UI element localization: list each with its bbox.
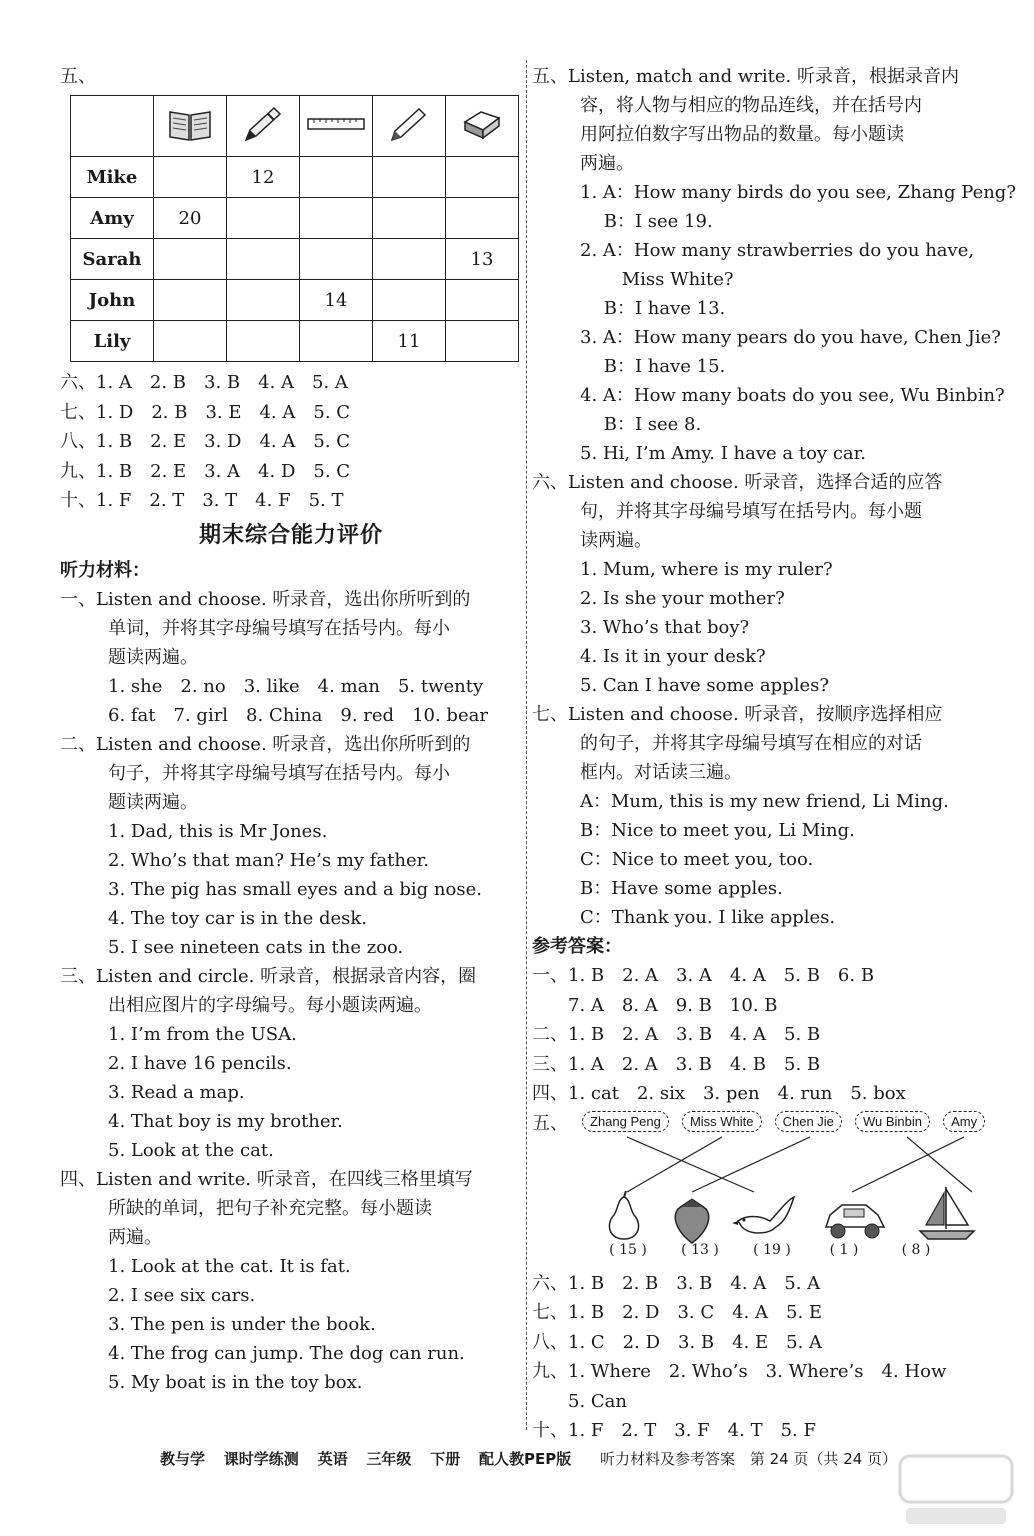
answer-key-label: 参考答案： (532, 936, 622, 957)
boat-icon (916, 1185, 978, 1247)
list-item: 3. Who’s that boy? (580, 617, 750, 638)
list-item: 6. fat 7. girl 8. China 9. red 10. bear (108, 704, 488, 726)
count-label: ( 1 ) (829, 1241, 859, 1258)
footer-grade: 三年级 (366, 1450, 412, 1468)
table-row: John 14 (71, 280, 519, 321)
footer-desc: 听力材料及参考答案 (600, 1450, 736, 1468)
name-pill: Miss White (682, 1111, 762, 1132)
left-column (60, 62, 522, 1397)
question-3: 三、Listen and circle. 听录音，根据录音内容，圈 出相应图片的字母编号。每小题读两遍。 1. I’m from the USA. 2. I have 16 pencils. 3. Read a map. 4. That boy is my brother. 5. Look at the cat. (60, 962, 522, 1165)
answer-line: 5. Can (532, 1390, 627, 1412)
section-title: 期末综合能力评价 (198, 522, 383, 548)
list-item: 5. Can I have some apples? (580, 675, 830, 696)
list-item: 4. The toy car is in the desk. (108, 907, 367, 929)
answer-line: 三、1. A 2. A 3. B 4. B 5. B (532, 1053, 821, 1075)
answer-table (70, 95, 519, 362)
answer-line: 七、1. D 2. B 3. E 4. A 5. C (60, 401, 351, 423)
answer-list-right-b (532, 1269, 1002, 1446)
list-item: B：Nice to meet you, Li Ming. (580, 820, 855, 841)
pencil-icon (373, 96, 446, 157)
list-item: 1. Mum, where is my ruler? (580, 559, 833, 580)
footer-page: 第 24 页（共 24 页） (749, 1450, 898, 1468)
question-7: 七、Listen and choose. 听录音，按顺序选择相应 的句子，并将其字母编号填写在相应的对话 框内。对话读三遍。 A：Mum, this is my new friend, Li Ming. B：Nice to meet you, Li Ming. C：Nice to meet you, too. B：Have some apples. C：Thank you. I like apples. (532, 700, 1002, 932)
list-item: Miss White? (580, 269, 734, 290)
answer-line: 一、1. B 2. A 3. A 4. A 5. B 6. B (532, 965, 875, 986)
name-pill: Chen Jie (775, 1111, 842, 1132)
answer-line: 十、1. F 2. T 3. T 4. F 5. T (60, 490, 344, 511)
question-1: 一、Listen and choose. 听录音，选出你所听到的 单词，并将其字母编号填写在括号内。每小 题读两遍。 1. she 2. no 3. like 4. man 5. twenty 6. fat 7. girl 8. China 9. red 10. bear (60, 585, 522, 730)
list-item: 5. I see nineteen cats in the zoo. (108, 936, 404, 958)
answer-line: 八、1. B 2. E 3. D 4. A 5. C (60, 431, 351, 452)
section-5-label: 五、 (60, 66, 96, 87)
list-item: 5. My boat is in the toy box. (108, 1371, 363, 1393)
list-item: 4. A：How many boats do you see, Wu Binbin? (580, 385, 1005, 406)
table-row: Mike 12 (71, 157, 519, 198)
ruler-icon (300, 96, 373, 157)
table-row: Sarah 13 (71, 239, 519, 280)
name-pill: Wu Binbin (855, 1111, 930, 1132)
page-footer (160, 1448, 897, 1469)
list-item: 1. Dad, this is Mr Jones. (108, 820, 328, 842)
answer-list-right-a (532, 961, 1002, 1109)
list-item: 3. The pen is under the book. (108, 1313, 376, 1335)
count-label: ( 8 ) (901, 1241, 931, 1258)
name-pill: Zhang Peng (582, 1111, 669, 1132)
question-2: 二、Listen and choose. 听录音，选出你所听到的 句子，并将其字母编号填写在括号内。每小 题读两遍。 1. Dad, this is Mr Jones. 2. Who’s that man? He’s my father. 3. The pig has small eyes and a big nose. 4. The toy car is in the desk. 5. I see nineteen cats in the zoo. (60, 730, 522, 962)
answer-line: 7. A 8. A 9. B 10. B (532, 994, 778, 1016)
question-5: 五、Listen, match and write. 听录音，根据录音内 容，将人物与相应的物品连线，并在括号内 用阿拉伯数字写出物品的数量。每小题读 两遍。 1. A：How many birds do you see, Zhang Peng? B：I see 19. 2. A：How many strawberries do you have, Miss White? B：I have 13. 3. A：How many pears do you have, Chen Jie? B：I have 15. 4. A：How many boats do you see, Wu Binbin? B：I see 8. 5. Hi, I’m Amy. I have a toy car. (532, 62, 1002, 468)
name-pill: Amy (943, 1111, 985, 1132)
list-item: 5. Look at the cat. (108, 1139, 274, 1161)
watermark-logo-icon (896, 1450, 1016, 1530)
list-item: 2. I have 16 pencils. (108, 1052, 292, 1074)
question-6: 六、Listen and choose. 听录音，选择合适的应答 句，并将其字母编号填写在括号内。每小题 读两遍。 1. Mum, where is my ruler? 2. Is she your mother? 3. Who’s that boy? 4. Is it in your desk? 5. Can I have some apples? (532, 468, 1002, 700)
list-item: 3. The pig has small eyes and a big nose. (108, 878, 482, 900)
answer-line: 八、1. C 2. D 3. B 4. E 5. A (532, 1331, 823, 1353)
count-label: ( 15 ) (609, 1241, 647, 1258)
right-column (532, 62, 1016, 1446)
list-item: 4. That boy is my brother. (108, 1110, 343, 1132)
count-label: ( 13 ) (681, 1241, 719, 1258)
list-item: B：I see 8. (580, 414, 702, 435)
list-item: 1. she 2. no 3. like 4. man 5. twenty (108, 675, 484, 697)
footer-book: 课时学练测 (223, 1450, 299, 1468)
list-item: 1. I’m from the USA. (108, 1023, 297, 1045)
list-item: 3. A：How many pears do you have, Chen Jie? (580, 327, 1001, 348)
table-header-row (71, 96, 519, 157)
answer-line: 四、1. cat 2. six 3. pen 4. run 5. box (532, 1083, 906, 1104)
answer-list-left (60, 368, 522, 516)
list-item: 3. Read a map. (108, 1081, 245, 1103)
list-item: 1. Look at the cat. It is fat. (108, 1255, 351, 1277)
question-4: 四、Listen and write. 听录音，在四线三格里填写 所缺的单词，把句子补充完整。每小题读 两遍。 1. Look at the cat. It is fat. 2. I see six cars. 3. The pen is under the book. 4. The frog can jump. The dog can run. 5. My boat is in the toy box. (60, 1165, 522, 1397)
toy-car-icon (822, 1197, 888, 1245)
list-item: B：I have 13. (580, 298, 726, 319)
list-item: C：Thank you. I like apples. (580, 907, 836, 928)
pen-icon (227, 96, 300, 157)
table-row: Amy 20 (71, 198, 519, 239)
column-divider (526, 60, 527, 1430)
list-item: 2. I see six cars. (108, 1284, 256, 1306)
footer-term: 下册 (430, 1450, 461, 1468)
answer-line: 十、1. F 2. T 3. F 4. T 5. F (532, 1420, 816, 1441)
strawberry-icon (670, 1195, 714, 1249)
q5-answer-label: 五、 (532, 1112, 568, 1134)
list-item: B：I see 19. (580, 211, 713, 232)
list-item: 2. Who’s that man? He’s my father. (108, 849, 429, 871)
list-item: C：Nice to meet you, too. (580, 849, 814, 870)
footer-subject: 英语 (317, 1450, 348, 1468)
pear-icon (600, 1191, 648, 1247)
answer-line: 九、1. Where 2. Who’s 3. Where’s 4. How (532, 1361, 947, 1382)
answer-line: 二、1. B 2. A 3. B 4. A 5. B (532, 1024, 821, 1045)
eraser-icon (446, 96, 519, 157)
list-item: 2. Is she your mother? (580, 588, 785, 609)
list-item: B：I have 15. (580, 356, 726, 377)
list-item: B：Have some apples. (580, 878, 783, 899)
answer-line: 六、1. A 2. B 3. B 4. A 5. A (60, 372, 348, 393)
list-item: 4. The frog can jump. The dog can run. (108, 1342, 465, 1364)
list-item: 2. A：How many strawberries do you have, (580, 240, 975, 261)
list-item: A：Mum, this is my new friend, Li Ming. (580, 791, 949, 812)
matching-diagram (532, 1109, 1002, 1269)
list-item: 1. A：How many birds do you see, Zhang Peng? (580, 182, 1016, 203)
answer-line: 九、1. B 2. E 3. A 4. D 5. C (60, 460, 351, 482)
list-item: 5. Hi, I’m Amy. I have a toy car. (580, 443, 866, 464)
answer-line: 七、1. B 2. D 3. C 4. A 5. E (532, 1302, 823, 1323)
count-label: ( 19 ) (753, 1241, 791, 1258)
listening-label: 听力材料： (60, 559, 150, 581)
list-item: 4. Is it in your desk? (580, 646, 766, 667)
table-row: Lily 11 (71, 321, 519, 362)
bird-icon (732, 1191, 800, 1245)
footer-edition: 配人教PEP版 (478, 1450, 572, 1468)
footer-series: 教与学 (160, 1450, 206, 1468)
answer-line: 六、1. B 2. B 3. B 4. A 5. A (532, 1272, 821, 1294)
count-row (592, 1242, 952, 1258)
book-icon (154, 96, 227, 157)
